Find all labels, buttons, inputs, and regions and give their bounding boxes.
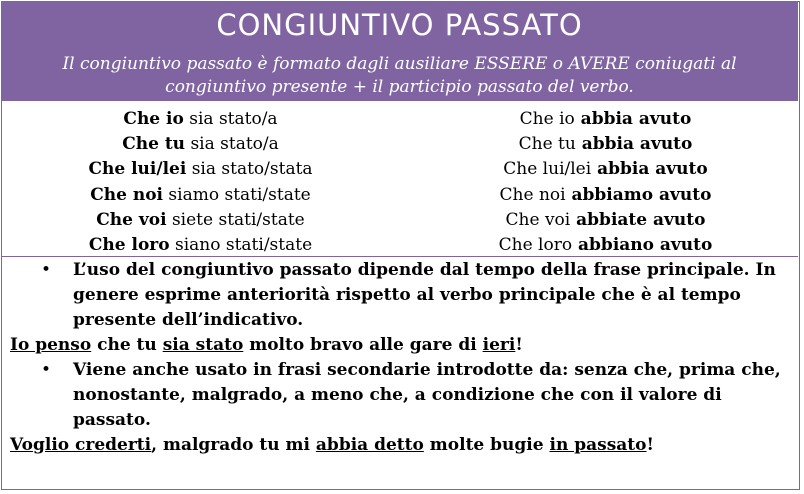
usage-notes (10, 258, 794, 458)
conjugation-row (1, 233, 400, 258)
essere-column (1, 107, 400, 258)
avere-column (406, 107, 804, 258)
conjugation-row (406, 107, 804, 132)
verb-form: sia stato/a (183, 109, 278, 129)
verb-form: abbiano avuto (572, 234, 713, 255)
bullet-text: Viene anche usato in frasi secondarie introdotte da: senza che, prima che, nonostante, malgrado, a meno che, a condizione che con il valore di passato. (73, 360, 781, 430)
example-sentence: Io penso che tu sia stato molto bravo alle gare di ieri! (10, 335, 523, 355)
example-sentence: Voglio crederti, malgrado tu mi abbia detto molte bugie in passato! (10, 435, 654, 455)
conjugation-row (406, 208, 804, 233)
section-divider (1, 256, 798, 257)
subject-label: Che tu (518, 134, 576, 155)
verb-form: abbia avuto (574, 109, 692, 129)
verb-form: abbia avuto (575, 134, 693, 155)
subject-label: Che noi (90, 184, 164, 205)
conjugation-row (406, 132, 804, 157)
conjugation-row (406, 233, 804, 258)
subject-label: Che voi (505, 209, 571, 230)
bullet-item (10, 258, 794, 333)
conjugation-table (1, 103, 798, 256)
subject-label: Che noi (499, 184, 566, 205)
bullet-icon: • (41, 360, 52, 380)
subject-label: Che lui/lei (503, 159, 592, 180)
subject-label: Che io (123, 109, 184, 129)
verb-form: siamo stati/state (163, 184, 311, 205)
page-title: CONGIUNTIVO PASSATO (216, 8, 583, 42)
subject-label: Che io (519, 109, 575, 129)
verb-form: abbiamo avuto (565, 184, 712, 205)
conjugation-row (406, 183, 804, 208)
verb-form: abbia avuto (591, 159, 708, 180)
verb-form: abbiate avuto (570, 209, 706, 230)
subject-label: Che voi (96, 209, 167, 230)
subject-label: Che tu (122, 134, 186, 155)
subject-label: Che loro (88, 234, 170, 255)
bullet-item (10, 358, 794, 433)
conjugation-row (406, 157, 804, 182)
conjugation-row (1, 208, 400, 233)
header-banner (1, 1, 798, 101)
verb-form: siete stati/state (166, 209, 305, 230)
verb-form: sia stato/a (185, 134, 279, 155)
bullet-icon: • (41, 260, 52, 280)
subject-label: Che lui/lei (88, 159, 187, 180)
verb-form: sia stato/stata (186, 159, 313, 180)
conjugation-row (1, 183, 400, 208)
conjugation-row (1, 107, 400, 132)
conjugation-row (1, 157, 400, 182)
verb-form: siano stati/state (169, 234, 313, 255)
subject-label: Che loro (498, 234, 573, 255)
page-subtitle: Il congiuntivo passato è formato dagli ausiliare ESSERE o AVERE coniugati al congiuntivo presente + il participio passato del verbo. (62, 54, 737, 97)
conjugation-row (1, 132, 400, 157)
bullet-text: L’uso del congiuntivo passato dipende dal tempo della frase principale. In genere esprime anteriorità rispetto al verbo principale che è al tempo presente dell’indicativo. (73, 260, 776, 330)
